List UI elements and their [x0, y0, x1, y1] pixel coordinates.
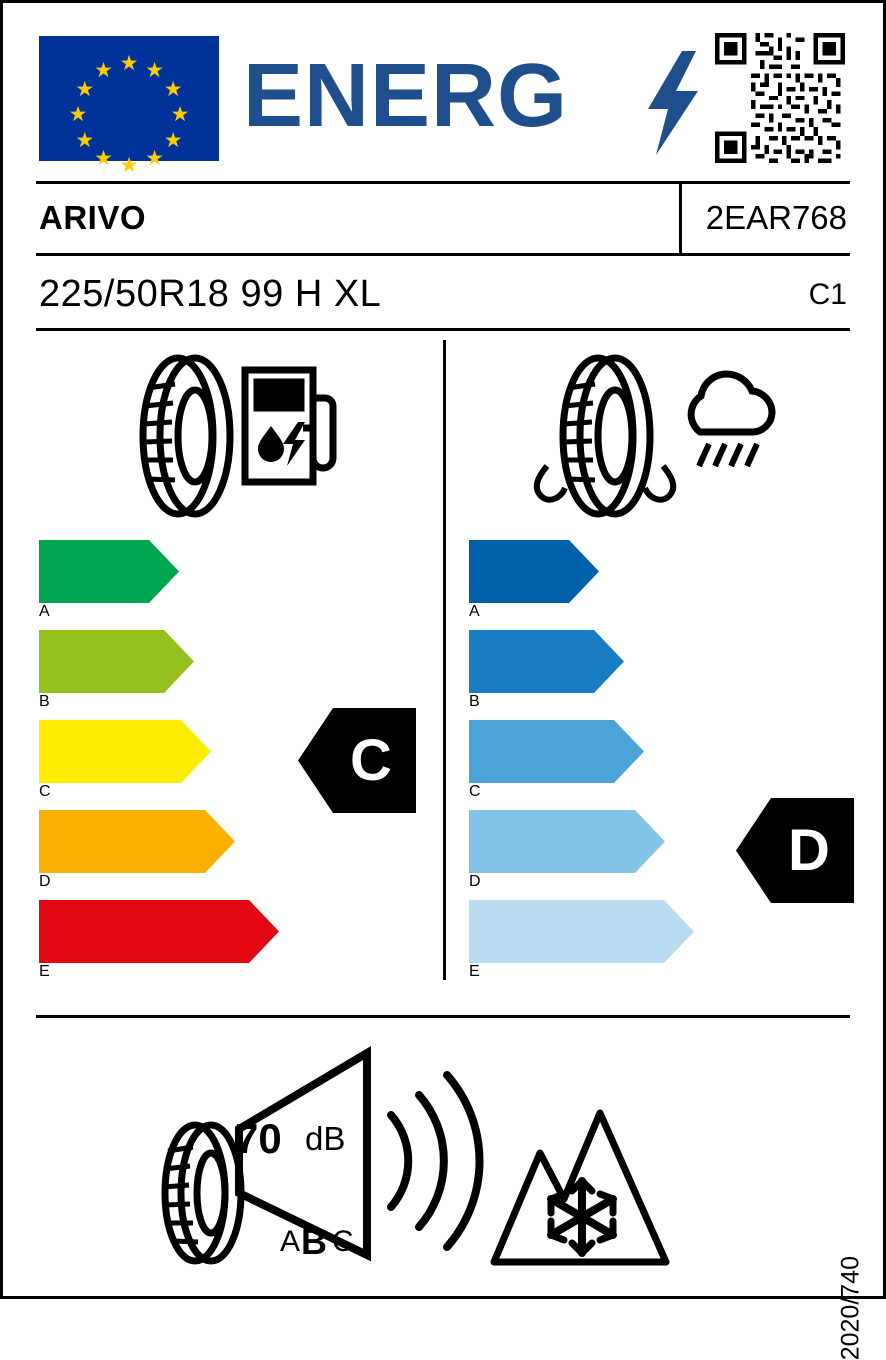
wet-grade-letter: D [469, 873, 481, 890]
tyre-size: 225/50R18 99 H XL [39, 273, 382, 315]
fuel-grade-letter: B [39, 693, 50, 710]
eu-flag-icon: ★ ★ ★ ★ ★ ★ ★ ★ ★ ★ ★ ★ [39, 36, 219, 161]
lightning-bolt-icon [648, 51, 698, 155]
tire-rain-cloud-icon [523, 348, 793, 523]
noise-class-c [332, 1225, 354, 1259]
wet-selected-grade [736, 798, 854, 903]
noise-value: 70 [235, 1115, 282, 1162]
wet-grade-letter: C [469, 783, 481, 800]
qr-code-icon [715, 33, 845, 163]
wet-grade-letter: E [469, 963, 480, 980]
year-week-code: 2020/740 [836, 1256, 864, 1360]
fuel-grade-letter: E [39, 963, 50, 980]
label-header [3, 3, 883, 181]
noise-class-a [280, 1225, 300, 1259]
noise-class-a-label: A [280, 1225, 301, 1258]
tire-fuel-pump-icon [123, 348, 333, 518]
fuel-grade-letter: A [39, 603, 50, 620]
wet-selected-letter: D [788, 817, 830, 883]
fuel-selected-letter: C [350, 727, 392, 793]
noise-class-c-label: C [332, 1225, 354, 1258]
fuel-grade-letter: D [39, 873, 51, 890]
noise-class-b-label: B [301, 1221, 327, 1262]
page-title: ENERG [243, 46, 569, 146]
fuel-grade-C [39, 720, 211, 800]
divider-brand-vertical [679, 181, 682, 253]
divider-bottom [36, 1015, 850, 1018]
brand-name: ARIVO [39, 199, 147, 236]
type-code: 2EAR768 [705, 199, 847, 236]
wet-grade-B [469, 630, 624, 710]
divider-middle-vertical [443, 340, 446, 980]
divider-size [36, 328, 850, 331]
fuel-grade-A [39, 540, 179, 620]
wet-grade-D [469, 810, 665, 890]
fuel-grade-B [39, 630, 194, 710]
wet-grade-C [469, 720, 644, 800]
wet-grade-A [469, 540, 599, 620]
fuel-grade-D [39, 810, 235, 890]
noise-unit: dB [305, 1120, 346, 1157]
tyre-class: C1 [808, 278, 847, 311]
fuel-selected-grade [298, 708, 416, 813]
fuel-grade-E [39, 900, 279, 980]
fuel-grade-letter: C [39, 783, 51, 800]
divider-header [36, 181, 850, 184]
noise-class-b [301, 1221, 327, 1263]
divider-brand [36, 253, 850, 256]
wet-grade-letter: A [469, 603, 480, 620]
wet-grade-E [469, 900, 694, 980]
three-peak-mountain-snowflake-icon [490, 1091, 670, 1266]
wet-grade-letter: B [469, 693, 480, 710]
